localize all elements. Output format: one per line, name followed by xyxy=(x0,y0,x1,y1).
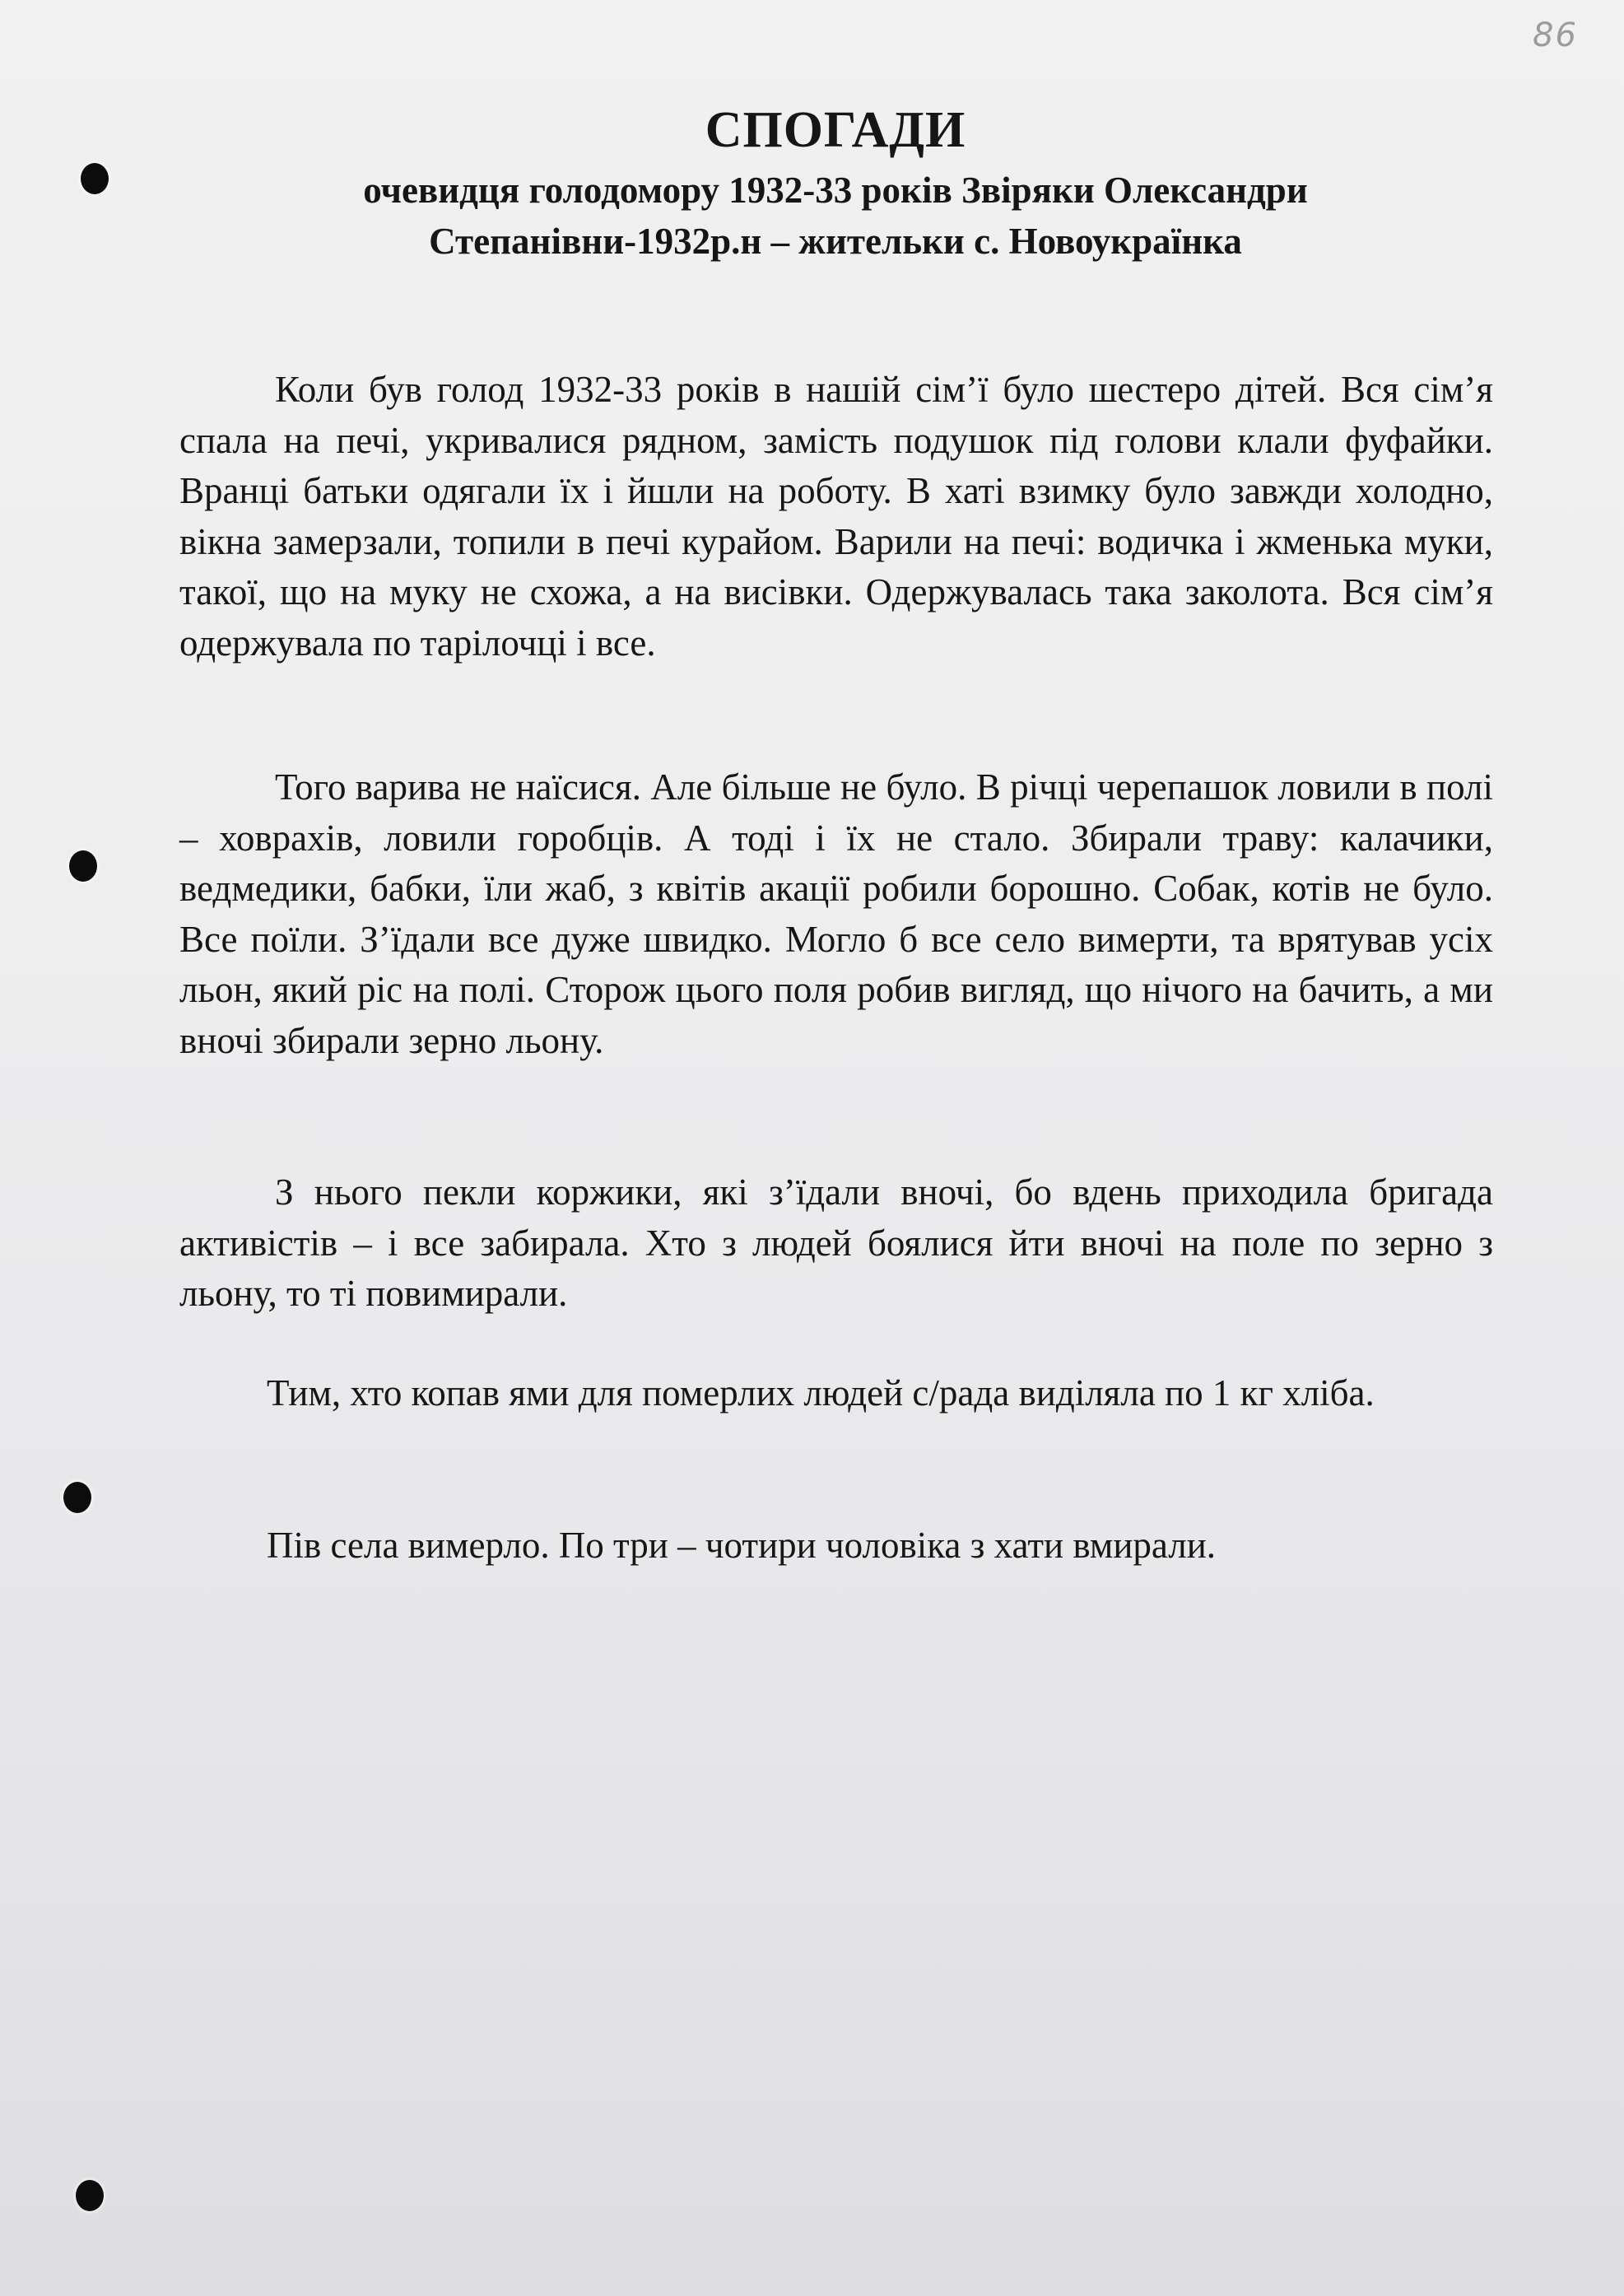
punch-hole xyxy=(63,1482,91,1513)
punch-hole xyxy=(69,850,97,882)
paragraph: Коли був голод 1932-33 років в нашій сім’ї було шестеро дітей. Вся сім’я спала на печі, укривалися рядном, замість подушок під голови клали фуфайки. Вранці батьки одягали їх і йшли на роботу. В хаті взимку було завжди холодно, вікна замерзали, топили в печі курайом. Варили на печі: водичка і жменька муки, такої, що на муку не схожа, а на висівки. Одержувалась така заколота. Вся сім’я одержувала по тарілочці і все. xyxy=(179,369,1493,664)
document-subtitle xyxy=(0,165,1624,267)
paragraph: Пів села вимерло. По три – чотири чоловіка з хати вмирали. xyxy=(267,1525,1217,1566)
subtitle-line: Степанівни-1932р.н – жительки с. Новоукраїнка xyxy=(429,221,1242,262)
page-number: 86 xyxy=(1533,16,1578,54)
document-title: СПОГАДИ xyxy=(705,102,966,158)
subtitle-line: очевидця голодомору 1932-33 років Звіряки Олександри xyxy=(363,170,1308,211)
paragraph: Тим, хто копав ями для померлих людей с/рада виділяла по 1 кг хліба. xyxy=(267,1372,1375,1413)
punch-hole xyxy=(76,2180,104,2211)
paragraph: З нього пекли коржики, які з’їдали вночі, бо вдень приходила бригада активістів – і все забирала. Хто з людей боялися йти вночі на поле по зерно з льону, то ті повимирали. xyxy=(179,1171,1493,1314)
paragraph: Того варива не наїсися. Але більше не було. В річці черепашок ловили в полі – ховрахів, ловили горобців. А тоді і їх не стало. Збирали траву: калачики, ведмедики, бабки, їли жаб, з квітів акації робили борошно. Собак, котів не було. Все поїли. З’їдали все дуже швидко. Могло б все село вимерти, та врятував усіх льон, який ріс на полі. Сторож цього поля робив вигляд, що нічого на бачить, а ми вночі збирали зерно льону. xyxy=(179,766,1493,1061)
